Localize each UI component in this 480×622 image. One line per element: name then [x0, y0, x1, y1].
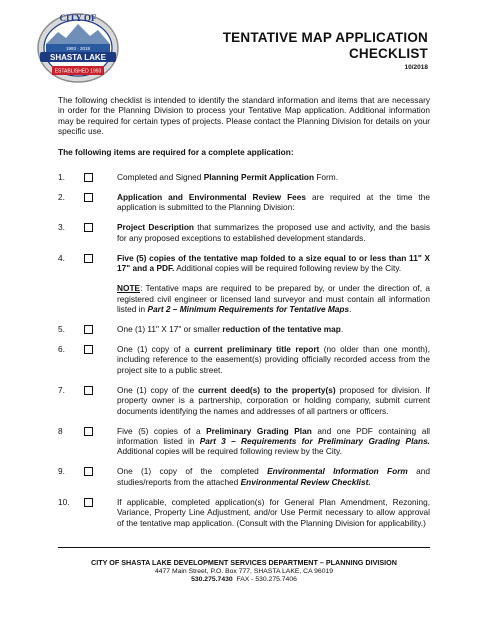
checklist [58, 172, 430, 538]
revision-date: 10/2018 [404, 64, 428, 71]
item-text: proposed for division. If property owner is a partnership, corporation or holding company, submit current documents identifying the names and addresses of all partners or officers. [117, 384, 430, 416]
footer-divider [58, 547, 430, 548]
checkbox[interactable] [84, 345, 93, 354]
checklist-item-9 [58, 466, 430, 487]
item-text: and one PDF containing all information listed in [117, 425, 431, 447]
checklist-item-3 [58, 222, 430, 243]
item-number: 5. [58, 324, 65, 335]
item-number: 8 [58, 425, 63, 436]
note-text: : Tentative maps are required to be prepared by, or under the direction of, a registered civil engineer or licensed land surveyor and must contain all information listed in [117, 283, 430, 315]
item-number: 4. [58, 252, 65, 263]
checkbox[interactable] [84, 193, 93, 202]
checklist-item-10 [58, 497, 430, 528]
item-text: that summarizes the proposed use and activity, and the basis for any proposed exceptions to established development standards. [117, 222, 430, 243]
footer [40, 558, 448, 583]
checklist-item-5 [58, 324, 430, 334]
logo-established: ESTABLISHED 1993 [54, 68, 102, 75]
checkbox[interactable] [84, 254, 93, 263]
item-bold: Preliminary Grading Plan [206, 425, 312, 436]
city-seal-logo [34, 10, 122, 86]
item-text: (no older than one month), including reference to the easement(s) providing officially recorded access from the project site to a public street. [117, 344, 430, 375]
item-text: Additional copies will be required following review by the City. [174, 263, 402, 274]
checklist-item-8 [58, 426, 430, 457]
checkbox[interactable] [84, 223, 93, 232]
note-label: NOTE [117, 283, 141, 294]
checklist-item-7 [58, 385, 430, 416]
item-text: are required at the time the application is submitted to the Planning Division: [117, 192, 430, 213]
tentative-map-note [117, 283, 430, 314]
item-bold: current preliminary title report [194, 344, 320, 355]
item-number: 9. [58, 466, 65, 477]
footer-phone: 530.275.7430 [191, 576, 233, 583]
item-number: 2. [58, 192, 65, 202]
item-text: Five (5) copies of a [117, 425, 207, 436]
item-text: . [340, 324, 344, 335]
footer-department: CITY OF SHASTA LAKE DEVELOPMENT SERVICES DEPARTMENT – PLANNING DIVISION [91, 558, 397, 567]
item-text: One (1) 11" X 17" or smaller [117, 324, 223, 335]
item-number: 3. [58, 222, 65, 233]
item-bold: reduction of the tentative map [222, 324, 341, 335]
title-line-1: TENTATIVE MAP APPLICATION [222, 30, 428, 45]
footer-fax: FAX - 530.275.7406 [236, 576, 297, 583]
checklist-item-1 [58, 172, 430, 182]
checkbox[interactable] [84, 498, 93, 507]
footer-contact [40, 576, 448, 583]
checkbox[interactable] [84, 325, 93, 334]
item-bold: Five (5) copies of the tentative map folded to a size equal to or less than 11" X 17" and a PDF. [117, 252, 430, 274]
item-number: 6. [58, 344, 65, 355]
item-number: 7. [58, 384, 65, 395]
checklist-item-2 [58, 192, 430, 213]
item-text: Additional copies will be required following review by the City. [117, 446, 342, 457]
item-bold: Project Description [117, 222, 194, 233]
logo-city-of: CITY OF [59, 13, 97, 23]
note-end: . [349, 304, 352, 315]
item-emphasis: Environmental Information Form [267, 466, 408, 477]
title-line-2: CHECKLIST [348, 46, 428, 61]
checkbox[interactable] [84, 386, 93, 395]
document-title [223, 30, 428, 71]
checkbox[interactable] [84, 467, 93, 476]
item-bold: current deed(s) to the property(s) [198, 384, 336, 395]
item-text: One (1) copy of the [117, 384, 199, 395]
note-emphasis: Part 2 – Minimum Requirements for Tentative Maps [147, 304, 350, 315]
item-text: If applicable, completed application(s) for General Plan Amendment, Rezoning, Variance, Property Line Adjustment, and/or Use Permit necessary to allow approval of the tentative map application. (Consult with the Planning Division for applicability.) [117, 496, 430, 528]
checklist-item-4 [58, 253, 430, 274]
checkbox[interactable] [84, 427, 93, 436]
item-number: 1. [58, 172, 65, 182]
item-text: One (1) copy of the completed [117, 466, 268, 477]
item-number: 10. [58, 496, 70, 507]
item-text: and studies/reports from the attached [117, 466, 430, 487]
item-emphasis: Environmental Review Checklist. [240, 476, 371, 487]
logo-years: 1993 · 2018 [65, 46, 91, 51]
item-text: One (1) copy of a [117, 344, 194, 355]
footer-address: 4477 Main Street, P.O. Box 777, SHASTA LAKE, CA 96019 [154, 568, 334, 575]
item-text: Form. [314, 172, 339, 182]
item-bold: Planning Permit Application [203, 172, 315, 182]
required-heading: The following items are required for a complete application: [58, 147, 294, 157]
item-text: Completed and Signed [117, 172, 204, 182]
checkbox[interactable] [84, 173, 93, 182]
checklist-item-6 [58, 344, 430, 375]
logo-city-name: SHASTA LAKE [50, 53, 106, 62]
item-emphasis: Part 3 – Requirements for Preliminary Grading Plans. [199, 436, 430, 447]
item-bold: Application and Environmental Review Fees [117, 192, 306, 202]
intro-paragraph: The following checklist is intended to identify the standard information and items that are necessary in order for the Planning Division to process your Tentative Map application. Additional information may be required for certain types of projects. Please contact the Planning Division for details on your specific use. [58, 95, 430, 137]
